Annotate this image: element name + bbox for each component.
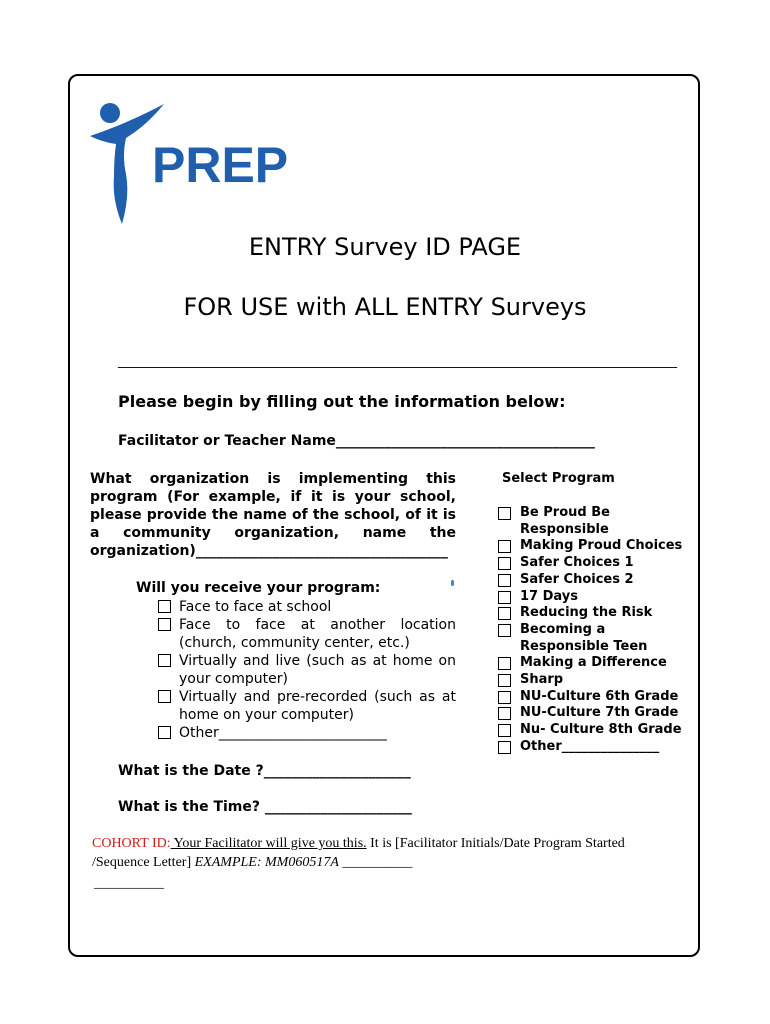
stray-mark — [451, 580, 454, 586]
instructions-heading: Please begin by filling out the information below: — [118, 392, 566, 411]
program-option[interactable] — [498, 505, 698, 538]
program-label: NU-Culture 7th Grade — [520, 705, 679, 721]
program-label: Reducing the Risk — [520, 605, 653, 621]
checkbox[interactable] — [498, 557, 511, 570]
checkbox[interactable] — [498, 540, 511, 553]
checkbox[interactable] — [498, 707, 511, 720]
cohort-blank[interactable]: __________ — [338, 855, 413, 870]
checkbox[interactable] — [498, 691, 511, 704]
logo-text: PREP — [152, 137, 289, 193]
receive-heading: Will you receive your program: — [136, 580, 381, 596]
program-option[interactable] — [498, 722, 698, 739]
checkbox[interactable] — [158, 726, 171, 739]
program-label: Other_______________ — [520, 738, 660, 754]
checkbox[interactable] — [158, 600, 171, 613]
program-option[interactable] — [498, 589, 698, 606]
page-title: ENTRY Survey ID PAGE — [248, 233, 522, 261]
receive-option[interactable] — [158, 598, 456, 616]
program-label: Be Proud Be Responsible — [520, 505, 610, 537]
program-option[interactable] — [498, 605, 698, 622]
facilitator-name-field[interactable]: Facilitator or Teacher Name_____________________________________ — [118, 433, 595, 449]
program-label: Sharp — [520, 672, 564, 688]
option-label: Other________________________ — [179, 725, 387, 741]
option-label: Face to face at another location (church, community center, etc.) — [179, 617, 456, 651]
cohort-id-note — [92, 834, 672, 872]
select-program-heading: Select Program — [502, 471, 615, 486]
checkbox[interactable] — [498, 507, 511, 520]
program-option[interactable] — [498, 572, 698, 589]
option-label: Virtually and pre-recorded (such as at home on your computer) — [179, 689, 456, 723]
program-option[interactable] — [498, 655, 698, 672]
receive-option[interactable] — [158, 688, 456, 724]
cohort-format: It is [Facilitator Initials/Date Program Started /Sequence Letter] — [92, 836, 625, 870]
checkbox[interactable] — [498, 741, 511, 754]
receive-options — [158, 598, 456, 742]
checkbox[interactable] — [498, 674, 511, 687]
program-option[interactable] — [498, 538, 698, 555]
checkbox[interactable] — [498, 574, 511, 587]
checkbox[interactable] — [498, 591, 511, 604]
checkbox[interactable] — [498, 657, 511, 670]
program-label: Nu- Culture 8th Grade — [520, 722, 682, 738]
program-label: Becoming a Responsible Teen — [520, 621, 648, 654]
program-option[interactable] — [498, 672, 698, 689]
prep-logo — [86, 96, 306, 236]
program-option[interactable] — [498, 739, 698, 756]
program-label: 17 Days — [520, 588, 578, 604]
checkbox[interactable] — [498, 624, 511, 637]
organization-blank[interactable]: ____________________________________ — [195, 543, 448, 559]
cohort-instruction: Your Facilitator will give you this. — [170, 836, 367, 851]
program-label: Safer Choices 2 — [520, 571, 634, 587]
option-label: Virtually and live (such as at home on your computer) — [179, 653, 456, 687]
checkbox[interactable] — [498, 724, 511, 737]
page-subtitle: FOR USE with ALL ENTRY Surveys — [183, 293, 587, 321]
receive-option[interactable] — [158, 616, 456, 652]
option-label: Face to face at school — [179, 599, 332, 615]
time-field[interactable]: What is the Time? _____________________ — [118, 799, 412, 815]
checkbox[interactable] — [158, 654, 171, 667]
cohort-example: EXAMPLE: MM060517A — [194, 855, 339, 870]
program-option[interactable] — [498, 555, 698, 572]
organization-question — [90, 470, 456, 560]
program-label: Safer Choices 1 — [520, 555, 634, 571]
program-option[interactable] — [498, 689, 698, 706]
program-label: NU-Culture 6th Grade — [520, 688, 679, 704]
date-field[interactable]: What is the Date ?_____________________ — [118, 763, 411, 779]
checkbox[interactable] — [498, 607, 511, 620]
cohort-label: COHORT ID: — [92, 836, 171, 851]
organization-question-text: What organization is implementing this program (For example, if it is your school, please provide the name of the school, of it is a community organization, name the organization) — [90, 471, 456, 559]
checkbox[interactable] — [158, 690, 171, 703]
checkbox[interactable] — [158, 618, 171, 631]
receive-option[interactable] — [158, 724, 456, 742]
divider-line: ______________________________________________________________________________________ — [118, 354, 677, 369]
program-label: Making a Difference — [520, 655, 667, 671]
program-option[interactable] — [498, 705, 698, 722]
receive-option[interactable] — [158, 652, 456, 688]
program-label: Making Proud Choices — [520, 538, 683, 554]
program-list — [498, 505, 698, 756]
cohort-blank-continued[interactable]: __________ — [94, 876, 164, 891]
program-option[interactable] — [498, 622, 698, 655]
